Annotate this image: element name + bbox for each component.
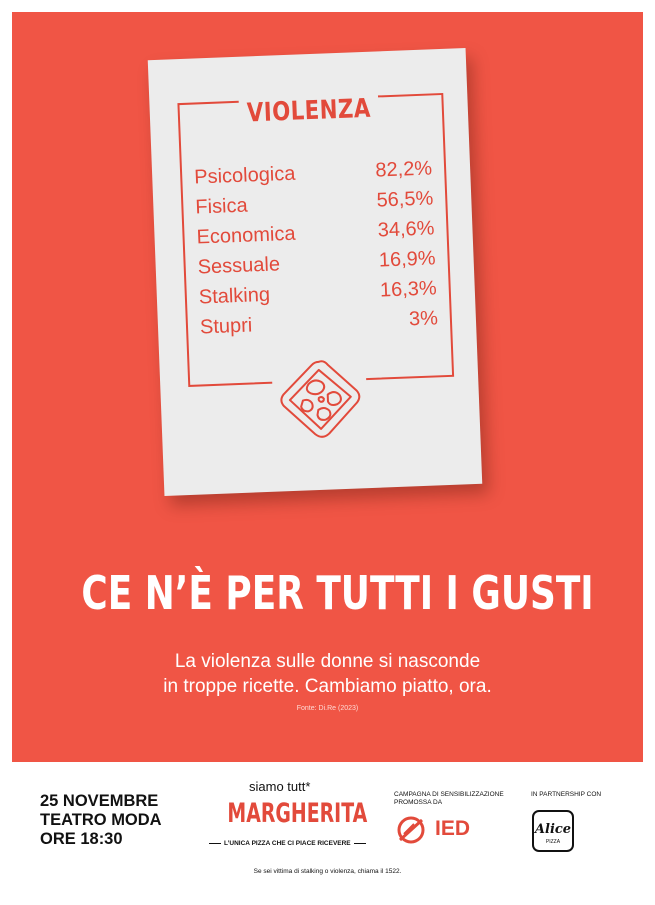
campaign-label: CAMPAGNA DI SENSIBILIZZAZIONE PROMOSSA DA bbox=[394, 791, 504, 806]
alice-pizza-logo-icon bbox=[532, 810, 574, 852]
menu-row-label: Fisica bbox=[195, 194, 249, 219]
pizza-icon bbox=[271, 352, 369, 450]
source-note: Fonte: Di.Re (2023) bbox=[296, 705, 359, 712]
help-text: Se sei vittima di stalking o violenza, chiama il 1522. bbox=[253, 868, 402, 875]
menu-row-label: Stupri bbox=[199, 314, 253, 339]
alice-logo-text: Alice bbox=[534, 822, 572, 837]
menu-title: VIOLENZA bbox=[178, 91, 440, 131]
menu-row-label: Psicologica bbox=[193, 162, 296, 189]
menu-row-value: 3% bbox=[408, 307, 439, 331]
brand-tagline: L’UNICA PIZZA CHE CI PIACE RICEVERE bbox=[206, 840, 358, 847]
brand-top-text: siamo tutt* bbox=[249, 779, 311, 794]
menu-row-value: 16,3% bbox=[379, 277, 438, 302]
menu-card bbox=[148, 48, 483, 496]
menu-row-value: 56,5% bbox=[376, 187, 434, 212]
menu-row-label: Sessuale bbox=[197, 253, 281, 279]
subtitle-line-1: La violenza sulle donne si nasconde bbox=[174, 651, 481, 672]
brand-logo-text: MARGHERITA bbox=[227, 798, 368, 829]
event-venue: TEATRO MODA bbox=[40, 811, 162, 829]
menu-row-label: Stalking bbox=[198, 283, 271, 309]
ied-logo-text: IED bbox=[435, 817, 471, 840]
event-info bbox=[40, 792, 162, 849]
headline: CE N’È PER TUTTI I GUSTI bbox=[81, 566, 594, 620]
menu-row-value: 82,2% bbox=[375, 157, 433, 182]
menu-row-value: 16,9% bbox=[378, 247, 436, 272]
menu-row-label: Economica bbox=[196, 222, 296, 249]
alice-logo-sub: PIZZA bbox=[545, 839, 561, 845]
event-date: 25 NOVEMBRE bbox=[40, 792, 159, 810]
partner-label: IN PARTNERSHIP CON bbox=[531, 791, 602, 798]
menu-row-value: 34,6% bbox=[377, 217, 435, 242]
event-time: ORE 18:30 bbox=[40, 830, 123, 848]
subtitle-line-2: in troppe ricette. Cambiamo piatto, ora. bbox=[163, 676, 492, 697]
